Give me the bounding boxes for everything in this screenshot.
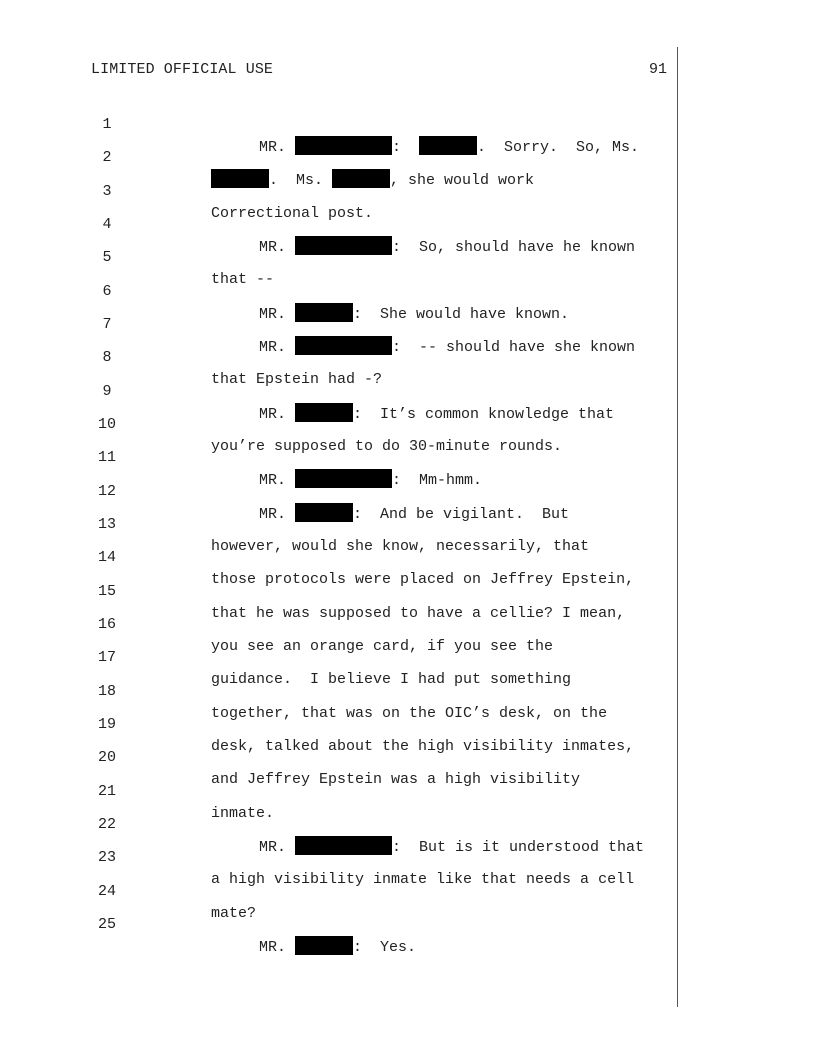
text-segment: MR.: [259, 506, 296, 523]
line-text: [259, 136, 639, 159]
redaction-box: [419, 136, 477, 155]
line-text: [211, 536, 589, 558]
line-number: 25: [97, 916, 116, 933]
text-segment: MR.: [259, 306, 296, 323]
line-number: 11: [97, 449, 116, 466]
redaction-box: [295, 503, 353, 522]
line-text: [259, 836, 644, 859]
text-segment: : But is it understood that: [392, 839, 645, 856]
text-segment: , she would work: [390, 172, 535, 189]
line-text: [211, 803, 274, 825]
line-text: [211, 369, 382, 391]
classification-header: LIMITED OFFICIAL USE: [91, 61, 274, 78]
line-text: [211, 869, 634, 891]
text-segment: guidance. I believe I had put something: [211, 671, 572, 688]
line-number: 2: [102, 149, 112, 166]
transcript-line: [0, 92, 640, 156]
text-segment: :: [392, 139, 420, 156]
line-number: 3: [102, 183, 112, 200]
line-number: 15: [97, 583, 116, 600]
text-segment: that Epstein had -?: [211, 371, 383, 388]
line-text: [211, 903, 256, 925]
line-text: [259, 503, 569, 526]
line-number: 4: [102, 216, 112, 233]
redaction-box: [332, 169, 390, 188]
text-segment: you’re supposed to do 30-minute rounds.: [211, 438, 563, 455]
text-segment: MR.: [259, 406, 296, 423]
text-segment: a high visibility inmate like that needs a cell: [211, 871, 635, 888]
text-segment: mate?: [211, 905, 257, 922]
line-number: 14: [97, 549, 116, 566]
text-segment: those protocols were placed on Jeffrey Epstein,: [211, 571, 635, 588]
line-number: 8: [102, 349, 112, 366]
line-text: [211, 269, 274, 291]
text-segment: you see an orange card, if you see the: [211, 638, 554, 655]
line-text: [259, 403, 614, 426]
text-segment: . Sorry. So, Ms.: [477, 139, 640, 156]
text-segment: MR.: [259, 239, 296, 256]
line-text: [211, 603, 625, 625]
redaction-box: [295, 836, 392, 855]
redaction-box: [295, 303, 353, 322]
line-number: 10: [97, 416, 116, 433]
line-text: [211, 169, 534, 192]
line-text: [211, 636, 553, 658]
line-number: 9: [102, 383, 112, 400]
line-text: [211, 569, 634, 591]
line-number: 23: [97, 849, 116, 866]
transcript-line: [0, 859, 257, 922]
text-segment: MR.: [259, 139, 296, 156]
redaction-box: [211, 169, 269, 188]
redaction-box: [295, 403, 353, 422]
text-segment: inmate.: [211, 805, 275, 822]
line-number: 7: [102, 316, 112, 333]
text-segment: and Jeffrey Epstein was a high visibility: [211, 771, 581, 788]
line-text: [211, 203, 373, 225]
line-text: [259, 469, 482, 492]
line-number: 22: [97, 816, 116, 833]
text-segment: that he was supposed to have a cellie? I mean,: [211, 605, 626, 622]
text-segment: : Mm-hmm.: [392, 472, 483, 489]
line-text: [259, 336, 635, 359]
redaction-box: [295, 236, 392, 255]
text-segment: MR.: [259, 472, 296, 489]
line-number: 19: [97, 716, 116, 733]
line-number: 12: [97, 483, 116, 500]
line-number: 20: [97, 749, 116, 766]
line-text: [211, 436, 562, 458]
transcript-line: [0, 225, 275, 288]
redaction-box: [295, 936, 353, 955]
page-number: 91: [649, 61, 668, 78]
right-margin-rule: [677, 47, 678, 1007]
text-segment: : And be vigilant. But: [353, 506, 570, 523]
text-segment: MR.: [259, 839, 296, 856]
text-segment: that --: [211, 271, 275, 288]
line-number: 18: [97, 683, 116, 700]
line-text: [259, 936, 416, 959]
line-number: 17: [97, 649, 116, 666]
text-segment: together, that was on the OIC’s desk, on the: [211, 705, 608, 722]
text-segment: MR.: [259, 339, 296, 356]
line-text: [211, 769, 580, 791]
text-segment: : -- should have she known: [392, 339, 636, 356]
text-segment: . Ms.: [269, 172, 333, 189]
line-text: [259, 303, 569, 326]
redaction-box: [295, 136, 392, 155]
line-number: 21: [97, 783, 116, 800]
transcript-line: [0, 759, 275, 822]
line-number: 16: [97, 616, 116, 633]
line-number: 5: [102, 249, 112, 266]
line-text: [211, 669, 571, 691]
redaction-box: [295, 469, 392, 488]
text-segment: : It’s common knowledge that: [353, 406, 615, 423]
text-segment: : She would have known.: [353, 306, 570, 323]
line-text: [211, 736, 634, 758]
text-segment: however, would she know, necessarily, that: [211, 538, 590, 555]
line-number: 6: [102, 283, 112, 300]
line-number: 24: [97, 883, 116, 900]
text-segment: MR.: [259, 939, 296, 956]
text-segment: desk, talked about the high visibility inmates,: [211, 738, 635, 755]
text-segment: Correctional post.: [211, 205, 374, 222]
line-text: [259, 236, 635, 259]
line-number: 13: [97, 516, 116, 533]
text-segment: : Yes.: [353, 939, 417, 956]
line-number: 1: [102, 116, 112, 133]
redaction-box: [295, 336, 392, 355]
text-segment: : So, should have he known: [392, 239, 636, 256]
line-text: [211, 703, 607, 725]
